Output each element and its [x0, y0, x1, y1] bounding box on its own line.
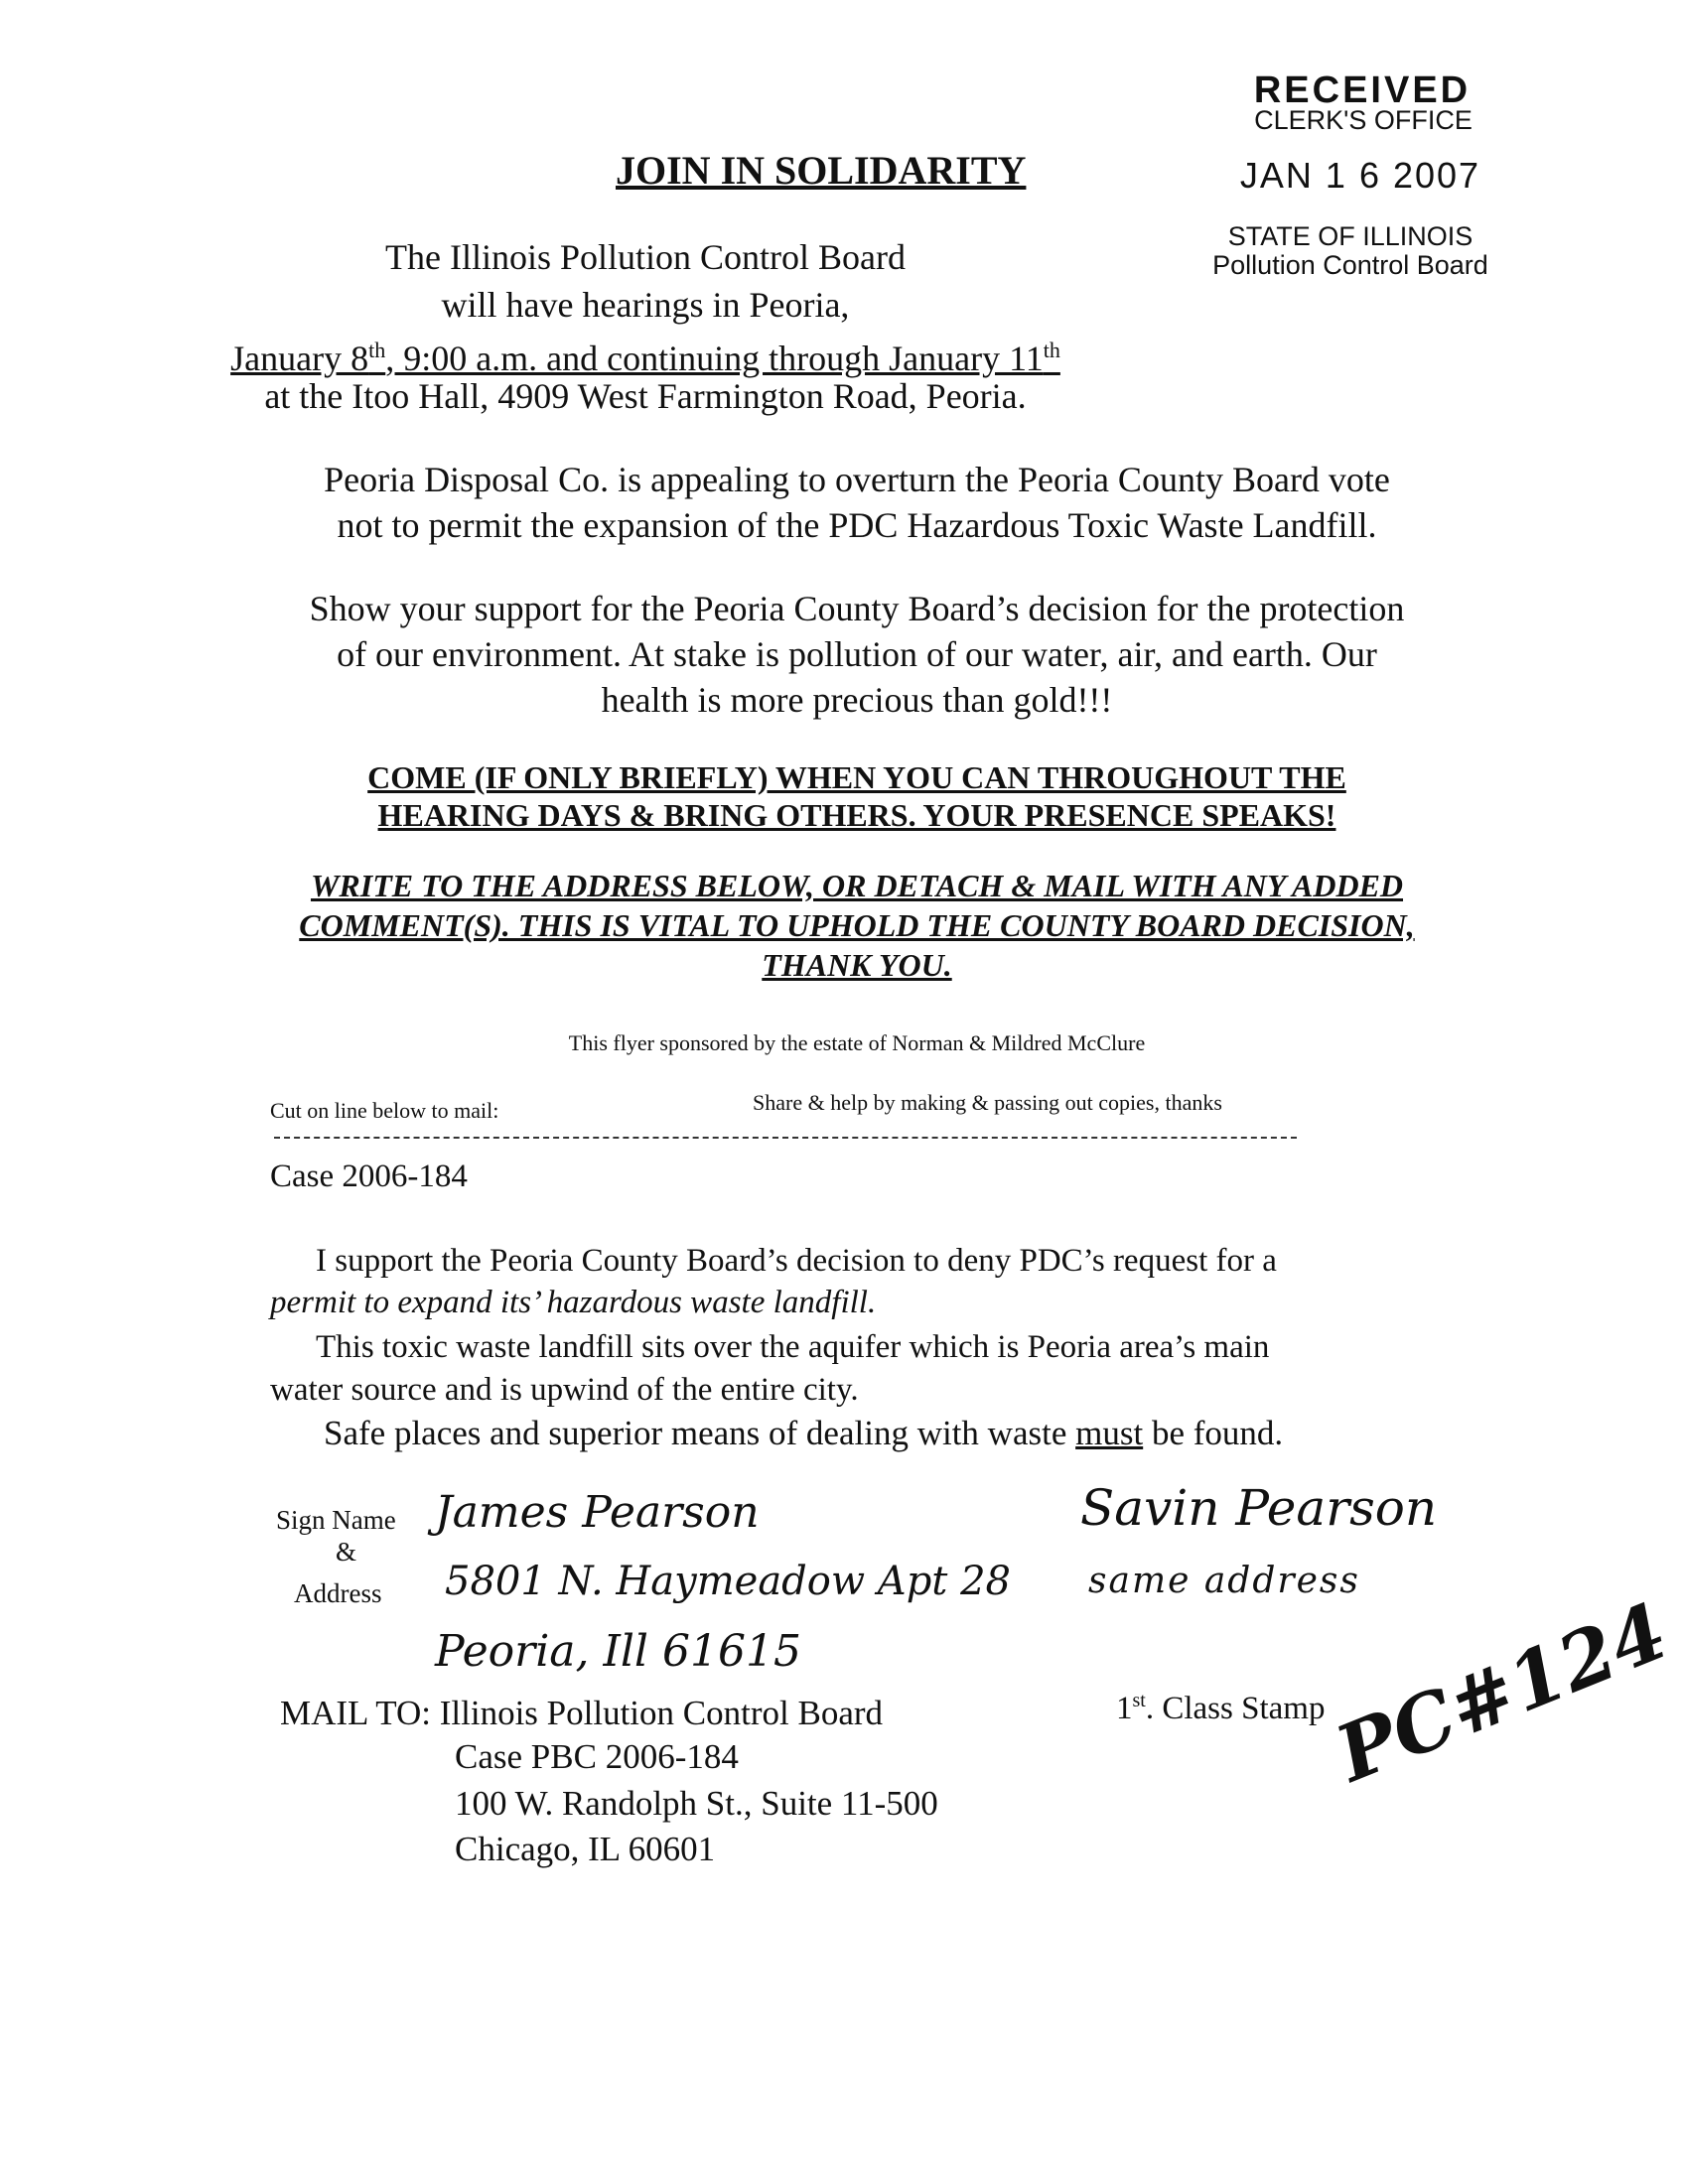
declaration-line-3: This toxic waste landfill sits over the aquifer which is Peoria area’s main [316, 1329, 1270, 1365]
received-stamp-date: JAN 1 6 2007 [1239, 155, 1481, 196]
received-stamp-office: CLERK'S OFFICE [1254, 105, 1473, 135]
sign-name-label: Sign Name [276, 1505, 396, 1535]
handwritten-address-line-2: Peoria, Ill 61615 [435, 1626, 801, 1677]
cut-line-divider [274, 1137, 1297, 1139]
attendance-line-1: COME (IF ONLY BRIEFLY) WHEN YOU CAN THROUGHOUT THE [367, 759, 1346, 795]
share-note: Share & help by making & passing out copies, thanks [753, 1090, 1222, 1115]
stamp-class-suffix: st [1132, 1690, 1146, 1711]
received-stamp-state: STATE OF ILLINOIS [1227, 221, 1474, 251]
hearing-date-start-suffix: th [368, 338, 386, 362]
mail-street-line: 100 W. Randolph St., Suite 11-500 [455, 1784, 938, 1823]
attendance-callout [0, 758, 1684, 834]
stamp-class-number: 1 [1116, 1691, 1133, 1726]
support-line-2: of our environment. At stake is pollution of our water, air, and earth. Our [337, 634, 1377, 674]
stamp-class-text: . Class Stamp [1145, 1691, 1326, 1726]
write-callout [0, 866, 1684, 985]
sponsor-note: This flyer sponsored by the estate of Norman & Mildred McClure [568, 1030, 1146, 1055]
declaration-line-5-start: Safe places and superior means of dealing with waste [324, 1414, 1076, 1452]
support-line-3: health is more precious than gold!!! [601, 680, 1113, 720]
address-label: Address [294, 1578, 382, 1608]
handwritten-signature-1: James Pearson [435, 1487, 760, 1538]
support-line-1: Show your support for the Peoria County Board’s decision for the protection [309, 589, 1405, 628]
mail-city-line: Chicago, IL 60601 [455, 1830, 716, 1868]
appeal-paragraph [0, 457, 1684, 548]
handwritten-signature-2: Savin Pearson [1080, 1479, 1438, 1537]
received-stamp-board: Pollution Control Board [1212, 250, 1488, 280]
declaration-line-2: permit to expand its’ hazardous waste landfill. [270, 1285, 877, 1320]
hearing-venue: at the Itoo Hall, 4909 West Farmington Road, Peoria. [264, 376, 1027, 416]
hearing-date-start: January 8 [230, 339, 369, 378]
cut-instruction: Cut on line below to mail: [270, 1098, 499, 1123]
declaration-emphasis: must [1075, 1414, 1144, 1452]
appeal-line-2: not to permit the expansion of the PDC Hazardous Toxic Waste Landfill. [337, 505, 1377, 545]
mail-to-line: MAIL TO: Illinois Pollution Control Board [280, 1694, 884, 1732]
support-paragraph [0, 586, 1684, 723]
stamp-placeholder [1116, 1690, 1325, 1727]
write-line-1: WRITE TO THE ADDRESS BELOW, OR DETACH & MAIL WITH ANY ADDED [310, 868, 1404, 903]
write-line-2: COMMENT(S). THIS IS VITAL TO UPHOLD THE COUNTY BOARD DECISION, [299, 907, 1415, 943]
handwritten-pc-number: PC#124 [1324, 1585, 1680, 1800]
flyer-title: JOIN IN SOLIDARITY [616, 148, 1027, 193]
announcement-line-1: The Illinois Pollution Control Board [385, 237, 906, 277]
declaration-line-5-end: be found. [1143, 1414, 1284, 1452]
mail-case-line: Case PBC 2006-184 [455, 1737, 739, 1776]
announcement-line-2: will have hearings in Peoria, [441, 285, 850, 325]
ampersand-label: & [336, 1537, 357, 1567]
appeal-line-1: Peoria Disposal Co. is appealing to overturn the Peoria County Board vote [324, 460, 1390, 499]
declaration-line-1: I support the Peoria County Board’s decision to deny PDC’s request for a [316, 1243, 1277, 1279]
declaration-line-4: water source and is upwind of the entire city. [270, 1372, 859, 1408]
hearing-date-range: , 9:00 a.m. and continuing through January 11 [385, 339, 1044, 378]
case-number: Case 2006-184 [270, 1159, 468, 1194]
declaration-line-5 [324, 1414, 1283, 1453]
write-line-3: THANK YOU. [762, 947, 952, 983]
handwritten-address-line-1: 5801 N. Haymeadow Apt 28 [445, 1559, 1011, 1604]
received-stamp-heading: RECEIVED [1253, 69, 1472, 111]
handwritten-same-address: same address [1088, 1561, 1360, 1601]
attendance-line-2: HEARING DAYS & BRING OTHERS. YOUR PRESENCE SPEAKS! [377, 797, 1336, 833]
hearing-date-end-suffix: th [1043, 338, 1060, 362]
